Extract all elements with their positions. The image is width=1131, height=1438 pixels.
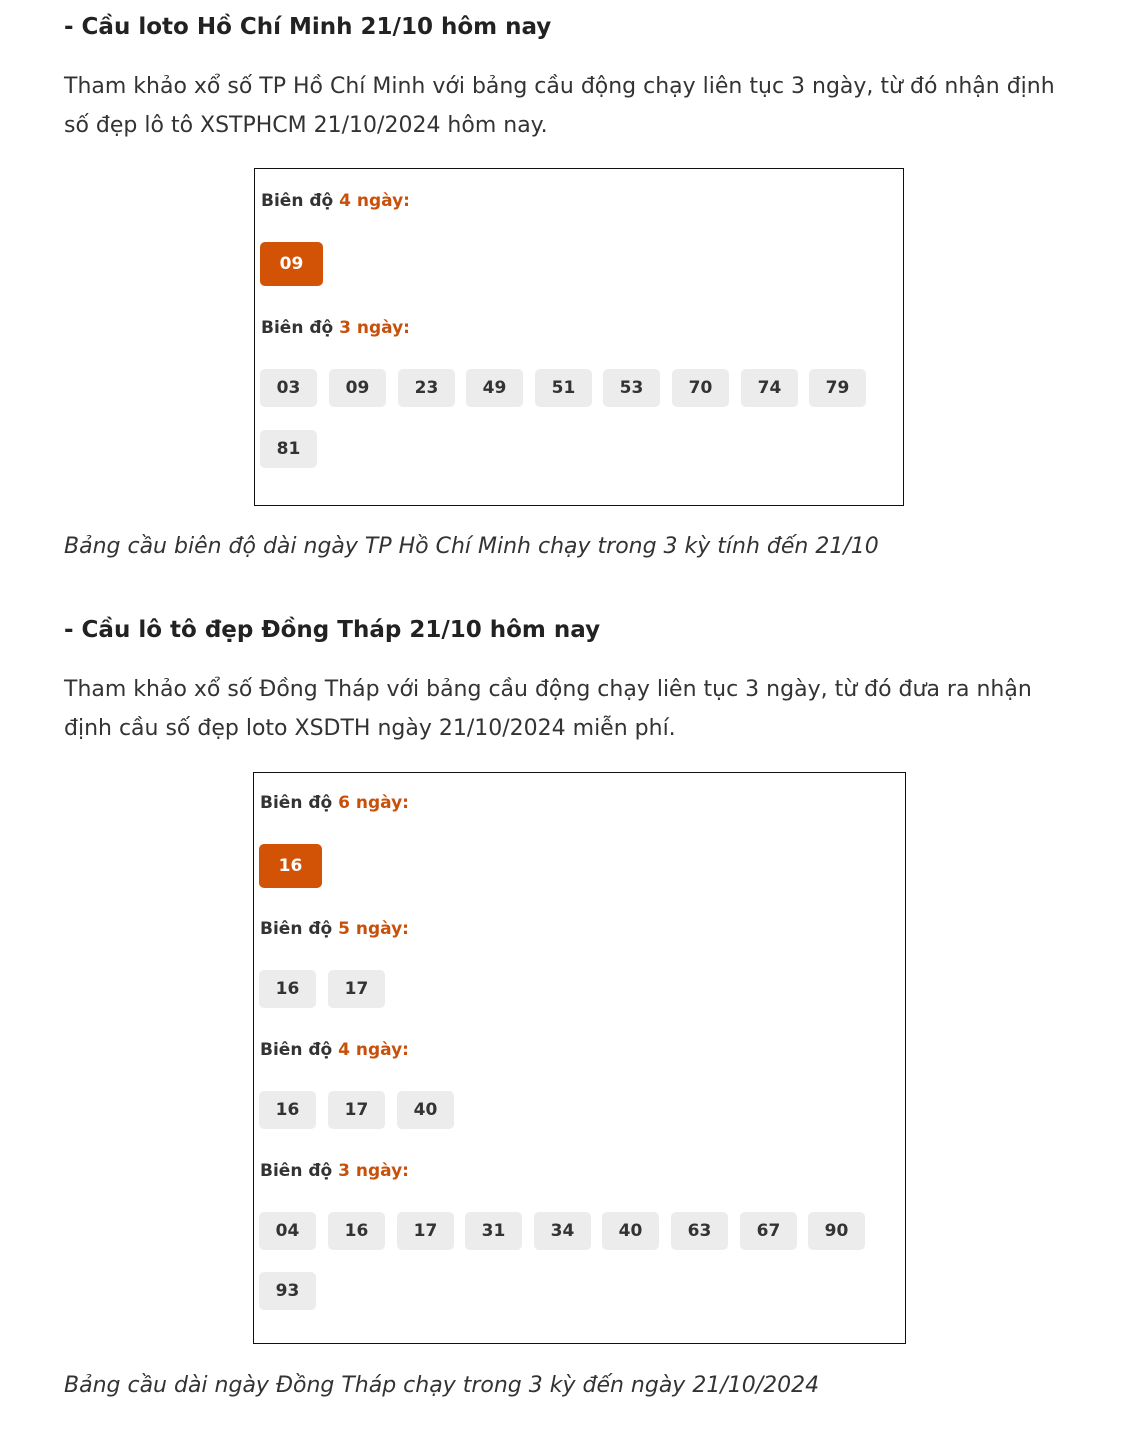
group-label-days: 4 ngày: (338, 1040, 409, 1060)
number-chip[interactable]: 09 (329, 369, 386, 407)
group-label-days: 5 ngày: (338, 919, 409, 939)
group-label-days: 4 ngày: (339, 191, 410, 211)
number-chip[interactable]: 67 (740, 1212, 797, 1250)
group-label-prefix: Biên độ (260, 793, 339, 813)
section-2-number-table (253, 772, 906, 1344)
number-chip[interactable]: 31 (465, 1212, 522, 1250)
number-chip[interactable]: 16 (259, 1091, 316, 1129)
number-chip[interactable]: 81 (260, 430, 317, 468)
number-chip[interactable]: 34 (534, 1212, 591, 1250)
group-label (260, 919, 409, 939)
number-chip[interactable]: 49 (466, 369, 523, 407)
number-chip[interactable]: 90 (808, 1212, 865, 1250)
number-chip[interactable]: 16 (259, 970, 316, 1008)
number-chip-highlight[interactable]: 16 (259, 844, 322, 888)
group-label-prefix: Biên độ (260, 919, 339, 939)
section-1-number-table (254, 168, 904, 506)
number-chip[interactable]: 51 (535, 369, 592, 407)
group-label (260, 1040, 409, 1060)
group-label (260, 1161, 409, 1181)
number-chip[interactable]: 74 (741, 369, 798, 407)
group-label-prefix: Biên độ (261, 191, 340, 211)
section-1-heading: - Cầu loto Hồ Chí Minh 21/10 hôm nay (64, 14, 552, 40)
number-chip[interactable]: 04 (259, 1212, 316, 1250)
group-label-days: 6 ngày: (338, 793, 409, 813)
section-1-paragraph: Tham khảo xổ số TP Hồ Chí Minh với bảng cầu động chạy liên tục 3 ngày, từ đó nhận định số đẹp lô tô XSTPHCM 21/10/2024 hôm nay. (64, 74, 1055, 138)
number-chip[interactable]: 40 (602, 1212, 659, 1250)
section-1-caption: Bảng cầu biên độ dài ngày TP Hồ Chí Minh chạy trong 3 kỳ tính đến 21/10 (64, 534, 879, 559)
number-chip[interactable]: 53 (603, 369, 660, 407)
number-chip[interactable]: 23 (398, 369, 455, 407)
section-2-caption: Bảng cầu dài ngày Đồng Tháp chạy trong 3 kỳ đến ngày 21/10/2024 (64, 1373, 820, 1398)
group-label-prefix: Biên độ (261, 318, 340, 338)
group-label (261, 318, 410, 338)
number-chip[interactable]: 93 (259, 1272, 316, 1310)
number-chip[interactable]: 17 (397, 1212, 454, 1250)
number-chip[interactable]: 70 (672, 369, 729, 407)
number-chip[interactable]: 17 (328, 1091, 385, 1129)
number-chip[interactable]: 16 (328, 1212, 385, 1250)
number-chip-highlight[interactable]: 09 (260, 242, 323, 286)
group-label-prefix: Biên độ (260, 1161, 339, 1181)
group-label-days: 3 ngày: (338, 1161, 409, 1181)
number-chip[interactable]: 79 (809, 369, 866, 407)
group-label-prefix: Biên độ (260, 1040, 339, 1060)
section-2-heading: - Cầu lô tô đẹp Đồng Tháp 21/10 hôm nay (64, 617, 601, 643)
number-chip[interactable]: 63 (671, 1212, 728, 1250)
number-chip[interactable]: 17 (328, 970, 385, 1008)
group-label-days: 3 ngày: (339, 318, 410, 338)
group-label (261, 191, 410, 211)
section-2-paragraph: Tham khảo xổ số Đồng Tháp với bảng cầu động chạy liên tục 3 ngày, từ đó đưa ra nhận định cầu số đẹp loto XSDTH ngày 21/10/2024 miễn phí. (64, 677, 1032, 741)
group-label (260, 793, 409, 813)
number-chip[interactable]: 03 (260, 369, 317, 407)
number-chip[interactable]: 40 (397, 1091, 454, 1129)
